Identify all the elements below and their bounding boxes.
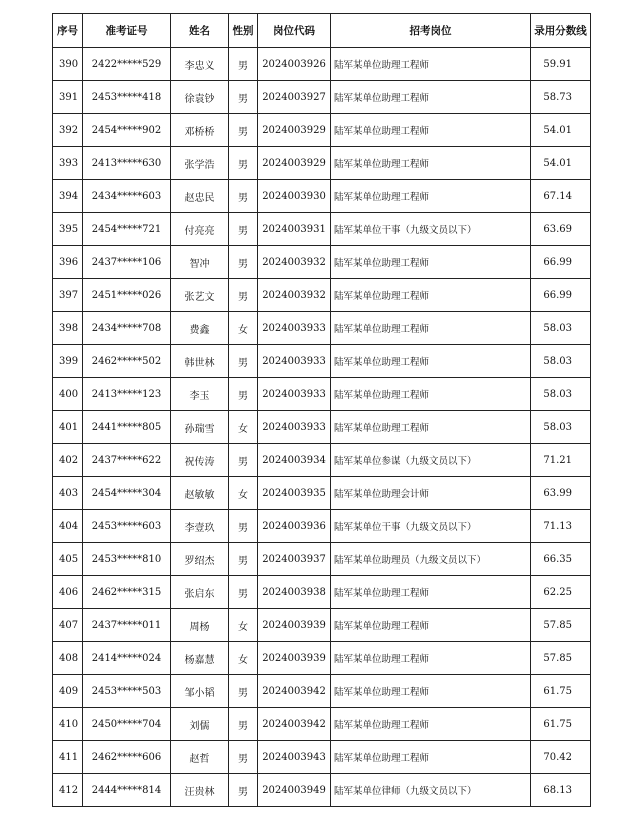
table-row xyxy=(53,147,591,180)
cell-post-code: 2024003939 xyxy=(258,642,331,675)
cell-post-code: 2024003949 xyxy=(258,774,331,807)
cell-name: 祝传涛 xyxy=(171,444,229,477)
cell-gender: 男 xyxy=(229,180,258,213)
cell-name: 刘儒 xyxy=(171,708,229,741)
table-row xyxy=(53,48,591,81)
cell-gender: 男 xyxy=(229,444,258,477)
table-row xyxy=(53,708,591,741)
cell-gender: 男 xyxy=(229,114,258,147)
cell-exam-no: 2451*****026 xyxy=(83,279,171,312)
cell-exam-no: 2453*****810 xyxy=(83,543,171,576)
cell-post: 陆军某单位助理工程师 xyxy=(331,378,531,411)
cell-name: 赵敏敏 xyxy=(171,477,229,510)
cell-post-code: 2024003938 xyxy=(258,576,331,609)
cell-index: 402 xyxy=(53,444,83,477)
table-row xyxy=(53,411,591,444)
header-row xyxy=(53,14,591,48)
cell-exam-no: 2462*****502 xyxy=(83,345,171,378)
cell-score: 54.01 xyxy=(531,114,591,147)
table-row xyxy=(53,246,591,279)
cell-exam-no: 2454*****902 xyxy=(83,114,171,147)
cell-index: 394 xyxy=(53,180,83,213)
cell-gender: 男 xyxy=(229,576,258,609)
table-row xyxy=(53,81,591,114)
cell-gender: 男 xyxy=(229,510,258,543)
table-row xyxy=(53,642,591,675)
cell-post: 陆军某单位助理工程师 xyxy=(331,246,531,279)
table-row xyxy=(53,444,591,477)
header-post-code: 岗位代码 xyxy=(258,14,331,48)
cell-name: 赵忠民 xyxy=(171,180,229,213)
cell-exam-no: 2422*****529 xyxy=(83,48,171,81)
table-row xyxy=(53,312,591,345)
table-row xyxy=(53,510,591,543)
cell-name: 付亮亮 xyxy=(171,213,229,246)
header-exam-no: 准考证号 xyxy=(83,14,171,48)
cell-post: 陆军某单位参谋（九级文员以下） xyxy=(331,444,531,477)
cell-post: 陆军某单位助理工程师 xyxy=(331,642,531,675)
cell-index: 406 xyxy=(53,576,83,609)
cell-post-code: 2024003933 xyxy=(258,411,331,444)
cell-exam-no: 2462*****606 xyxy=(83,741,171,774)
cell-index: 403 xyxy=(53,477,83,510)
cell-exam-no: 2462*****315 xyxy=(83,576,171,609)
cell-index: 410 xyxy=(53,708,83,741)
cell-post-code: 2024003933 xyxy=(258,378,331,411)
cell-name: 邓桥桥 xyxy=(171,114,229,147)
cell-name: 孙瑞雪 xyxy=(171,411,229,444)
cell-index: 405 xyxy=(53,543,83,576)
cell-name: 赵哲 xyxy=(171,741,229,774)
cell-index: 391 xyxy=(53,81,83,114)
cell-post: 陆军某单位助理工程师 xyxy=(331,675,531,708)
cell-post-code: 2024003931 xyxy=(258,213,331,246)
cell-exam-no: 2453*****603 xyxy=(83,510,171,543)
table-row xyxy=(53,774,591,807)
header-index: 序号 xyxy=(53,14,83,48)
cell-score: 59.91 xyxy=(531,48,591,81)
cell-post-code: 2024003927 xyxy=(258,81,331,114)
cell-score: 66.99 xyxy=(531,246,591,279)
cell-index: 400 xyxy=(53,378,83,411)
cell-index: 411 xyxy=(53,741,83,774)
cell-post: 陆军某单位律师（九级文员以下） xyxy=(331,774,531,807)
table-row xyxy=(53,378,591,411)
cell-post-code: 2024003933 xyxy=(258,312,331,345)
header-score: 录用分数线 xyxy=(531,14,591,48)
cell-post-code: 2024003933 xyxy=(258,345,331,378)
cell-exam-no: 2453*****503 xyxy=(83,675,171,708)
cell-exam-no: 2414*****024 xyxy=(83,642,171,675)
cell-index: 395 xyxy=(53,213,83,246)
cell-post: 陆军某单位助理员（九级文员以下） xyxy=(331,543,531,576)
cell-name: 李壹玖 xyxy=(171,510,229,543)
cell-score: 70.42 xyxy=(531,741,591,774)
cell-post: 陆军某单位助理工程师 xyxy=(331,345,531,378)
cell-exam-no: 2437*****106 xyxy=(83,246,171,279)
cell-index: 408 xyxy=(53,642,83,675)
cell-post: 陆军某单位助理工程师 xyxy=(331,576,531,609)
cell-exam-no: 2437*****622 xyxy=(83,444,171,477)
cell-name: 徐袁钞 xyxy=(171,81,229,114)
cell-gender: 男 xyxy=(229,774,258,807)
table-row xyxy=(53,741,591,774)
cell-name: 杨嘉慧 xyxy=(171,642,229,675)
cell-post: 陆军某单位助理工程师 xyxy=(331,48,531,81)
cell-name: 汪贵林 xyxy=(171,774,229,807)
cell-gender: 女 xyxy=(229,312,258,345)
cell-name: 智冲 xyxy=(171,246,229,279)
cell-post: 陆军某单位干事（九级文员以下） xyxy=(331,510,531,543)
cell-post-code: 2024003926 xyxy=(258,48,331,81)
table-row xyxy=(53,180,591,213)
cell-exam-no: 2434*****708 xyxy=(83,312,171,345)
table-row xyxy=(53,609,591,642)
cell-name: 李忠义 xyxy=(171,48,229,81)
table-row xyxy=(53,114,591,147)
cell-post-code: 2024003937 xyxy=(258,543,331,576)
cell-gender: 女 xyxy=(229,411,258,444)
cell-post-code: 2024003939 xyxy=(258,609,331,642)
cell-score: 57.85 xyxy=(531,609,591,642)
cell-index: 412 xyxy=(53,774,83,807)
cell-index: 398 xyxy=(53,312,83,345)
cell-name: 张艺文 xyxy=(171,279,229,312)
document-page xyxy=(52,13,590,807)
table-row xyxy=(53,543,591,576)
cell-gender: 女 xyxy=(229,642,258,675)
cell-score: 61.75 xyxy=(531,675,591,708)
cell-post: 陆军某单位助理工程师 xyxy=(331,180,531,213)
cell-name: 张启东 xyxy=(171,576,229,609)
cell-score: 66.35 xyxy=(531,543,591,576)
cell-score: 62.25 xyxy=(531,576,591,609)
cell-name: 韩世林 xyxy=(171,345,229,378)
cell-score: 57.85 xyxy=(531,642,591,675)
cell-exam-no: 2450*****704 xyxy=(83,708,171,741)
cell-gender: 女 xyxy=(229,477,258,510)
cell-gender: 男 xyxy=(229,81,258,114)
cell-score: 61.75 xyxy=(531,708,591,741)
cell-post: 陆军某单位助理会计师 xyxy=(331,477,531,510)
cell-index: 407 xyxy=(53,609,83,642)
cell-gender: 男 xyxy=(229,741,258,774)
cell-index: 393 xyxy=(53,147,83,180)
cell-post-code: 2024003936 xyxy=(258,510,331,543)
cell-exam-no: 2434*****603 xyxy=(83,180,171,213)
cell-exam-no: 2413*****123 xyxy=(83,378,171,411)
cell-name: 李玉 xyxy=(171,378,229,411)
table-header xyxy=(53,14,591,48)
header-post: 招考岗位 xyxy=(331,14,531,48)
cell-post: 陆军某单位助理工程师 xyxy=(331,741,531,774)
cell-score: 58.03 xyxy=(531,345,591,378)
cell-post: 陆军某单位助理工程师 xyxy=(331,114,531,147)
cell-exam-no: 2453*****418 xyxy=(83,81,171,114)
cell-post: 陆军某单位助理工程师 xyxy=(331,279,531,312)
cell-post: 陆军某单位助理工程师 xyxy=(331,411,531,444)
cell-score: 58.03 xyxy=(531,312,591,345)
cell-score: 71.21 xyxy=(531,444,591,477)
cell-name: 邹小韬 xyxy=(171,675,229,708)
cell-score: 66.99 xyxy=(531,279,591,312)
cell-score: 63.99 xyxy=(531,477,591,510)
cell-exam-no: 2454*****304 xyxy=(83,477,171,510)
cell-exam-no: 2444*****814 xyxy=(83,774,171,807)
header-gender: 性别 xyxy=(229,14,258,48)
cell-name: 周杨 xyxy=(171,609,229,642)
cell-index: 404 xyxy=(53,510,83,543)
table-row xyxy=(53,477,591,510)
cell-index: 401 xyxy=(53,411,83,444)
cell-gender: 男 xyxy=(229,708,258,741)
cell-gender: 女 xyxy=(229,609,258,642)
cell-exam-no: 2413*****630 xyxy=(83,147,171,180)
table-row xyxy=(53,279,591,312)
cell-post: 陆军某单位助理工程师 xyxy=(331,708,531,741)
cell-post: 陆军某单位助理工程师 xyxy=(331,81,531,114)
cell-post: 陆军某单位助理工程师 xyxy=(331,609,531,642)
cell-score: 58.03 xyxy=(531,411,591,444)
cell-index: 409 xyxy=(53,675,83,708)
table-body xyxy=(53,48,591,807)
table-row xyxy=(53,675,591,708)
cell-index: 396 xyxy=(53,246,83,279)
cell-score: 54.01 xyxy=(531,147,591,180)
cell-post-code: 2024003929 xyxy=(258,147,331,180)
cell-exam-no: 2437*****011 xyxy=(83,609,171,642)
table-row xyxy=(53,576,591,609)
cell-post: 陆军某单位干事（九级文员以下） xyxy=(331,213,531,246)
header-name: 姓名 xyxy=(171,14,229,48)
cell-post-code: 2024003943 xyxy=(258,741,331,774)
admission-score-table xyxy=(52,13,591,807)
cell-index: 390 xyxy=(53,48,83,81)
cell-gender: 男 xyxy=(229,147,258,180)
cell-post: 陆军某单位助理工程师 xyxy=(331,312,531,345)
cell-post-code: 2024003942 xyxy=(258,708,331,741)
cell-post-code: 2024003932 xyxy=(258,279,331,312)
cell-post-code: 2024003935 xyxy=(258,477,331,510)
cell-score: 58.03 xyxy=(531,378,591,411)
cell-post-code: 2024003932 xyxy=(258,246,331,279)
cell-score: 71.13 xyxy=(531,510,591,543)
cell-gender: 男 xyxy=(229,675,258,708)
cell-name: 费鑫 xyxy=(171,312,229,345)
cell-exam-no: 2441*****805 xyxy=(83,411,171,444)
table-row xyxy=(53,213,591,246)
cell-gender: 男 xyxy=(229,213,258,246)
cell-name: 张学浩 xyxy=(171,147,229,180)
cell-post-code: 2024003929 xyxy=(258,114,331,147)
cell-gender: 男 xyxy=(229,378,258,411)
cell-exam-no: 2454*****721 xyxy=(83,213,171,246)
cell-gender: 男 xyxy=(229,48,258,81)
cell-post: 陆军某单位助理工程师 xyxy=(331,147,531,180)
cell-name: 罗绍杰 xyxy=(171,543,229,576)
cell-gender: 男 xyxy=(229,279,258,312)
cell-post-code: 2024003934 xyxy=(258,444,331,477)
cell-score: 58.73 xyxy=(531,81,591,114)
cell-score: 68.13 xyxy=(531,774,591,807)
cell-post-code: 2024003930 xyxy=(258,180,331,213)
cell-index: 397 xyxy=(53,279,83,312)
cell-index: 399 xyxy=(53,345,83,378)
cell-gender: 男 xyxy=(229,543,258,576)
cell-post-code: 2024003942 xyxy=(258,675,331,708)
cell-index: 392 xyxy=(53,114,83,147)
cell-gender: 男 xyxy=(229,345,258,378)
cell-score: 67.14 xyxy=(531,180,591,213)
table-row xyxy=(53,345,591,378)
cell-gender: 男 xyxy=(229,246,258,279)
cell-score: 63.69 xyxy=(531,213,591,246)
